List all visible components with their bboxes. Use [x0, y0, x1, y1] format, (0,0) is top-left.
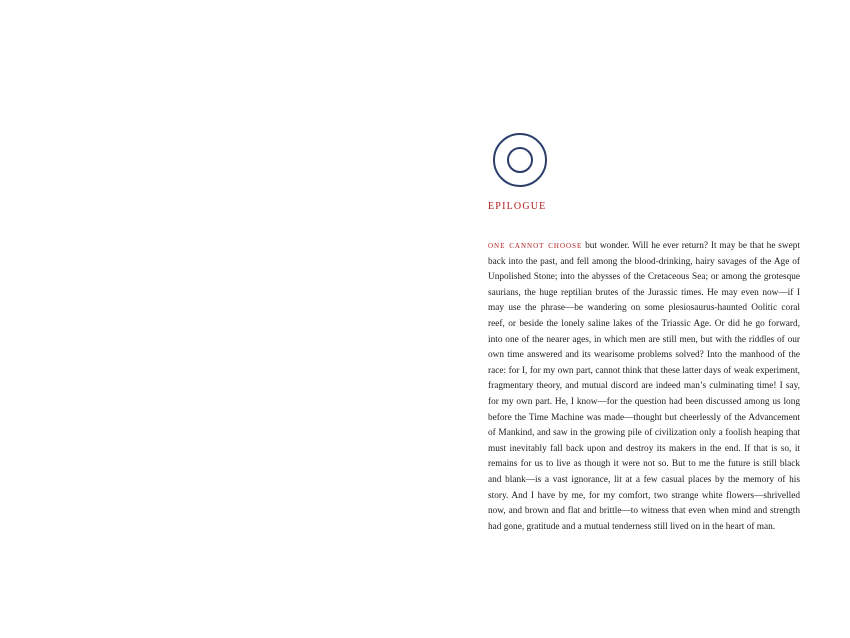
- body-paragraph: [488, 239, 800, 535]
- chapter-title: EPILOGUE: [488, 201, 547, 212]
- paragraph-text: but wonder. Will he ever return? It may be that he swept back into the past, and fell among the blood-drinking, hairy savages of the Age of Unpolished Stone; into the abysses of the Cretaceous Sea; or among the grotesque saurians, the huge reptilian brutes of the Jurassic times. He may even now—if I may use the phrase—be wandering on some plesiosaurus-haunted Oolitic coral reef, or beside the lonely saline lakes of the Triassic Age. Or did he go forward, into one of the nearer ages, in which men are still men, but with the riddles of our own time answered and its wearisome problems solved? Into the manhood of the race: for I, for my own part, cannot think that these latter days of weak experiment, fragmentary theory, and mutual discord are indeed man’s culminating time! I say, for my own part. He, I know—for the question had been discussed among us long before the Time Machine was made—thought but cheerlessly of the Advancement of Mankind, and saw in the growing pile of civilization only a foolish heaping that must inevitably fall back upon and destroy its makers in the end. If that is so, it remains for us to live as though it were not so. But to me the future is still black and blank—is a vast ignorance, lit at a few casual places by the memory of his story. And I have by me, for my comfort, two strange white flowers—shrivelled now, and brown and flat and brittle—to witness that even when mind and strength had gone, gratitude and a mutual tenderness still lived on in the heart of man.: [488, 241, 800, 532]
- concentric-circles-icon: [491, 131, 549, 189]
- lead-in-small-caps: one cannot choose: [488, 241, 583, 251]
